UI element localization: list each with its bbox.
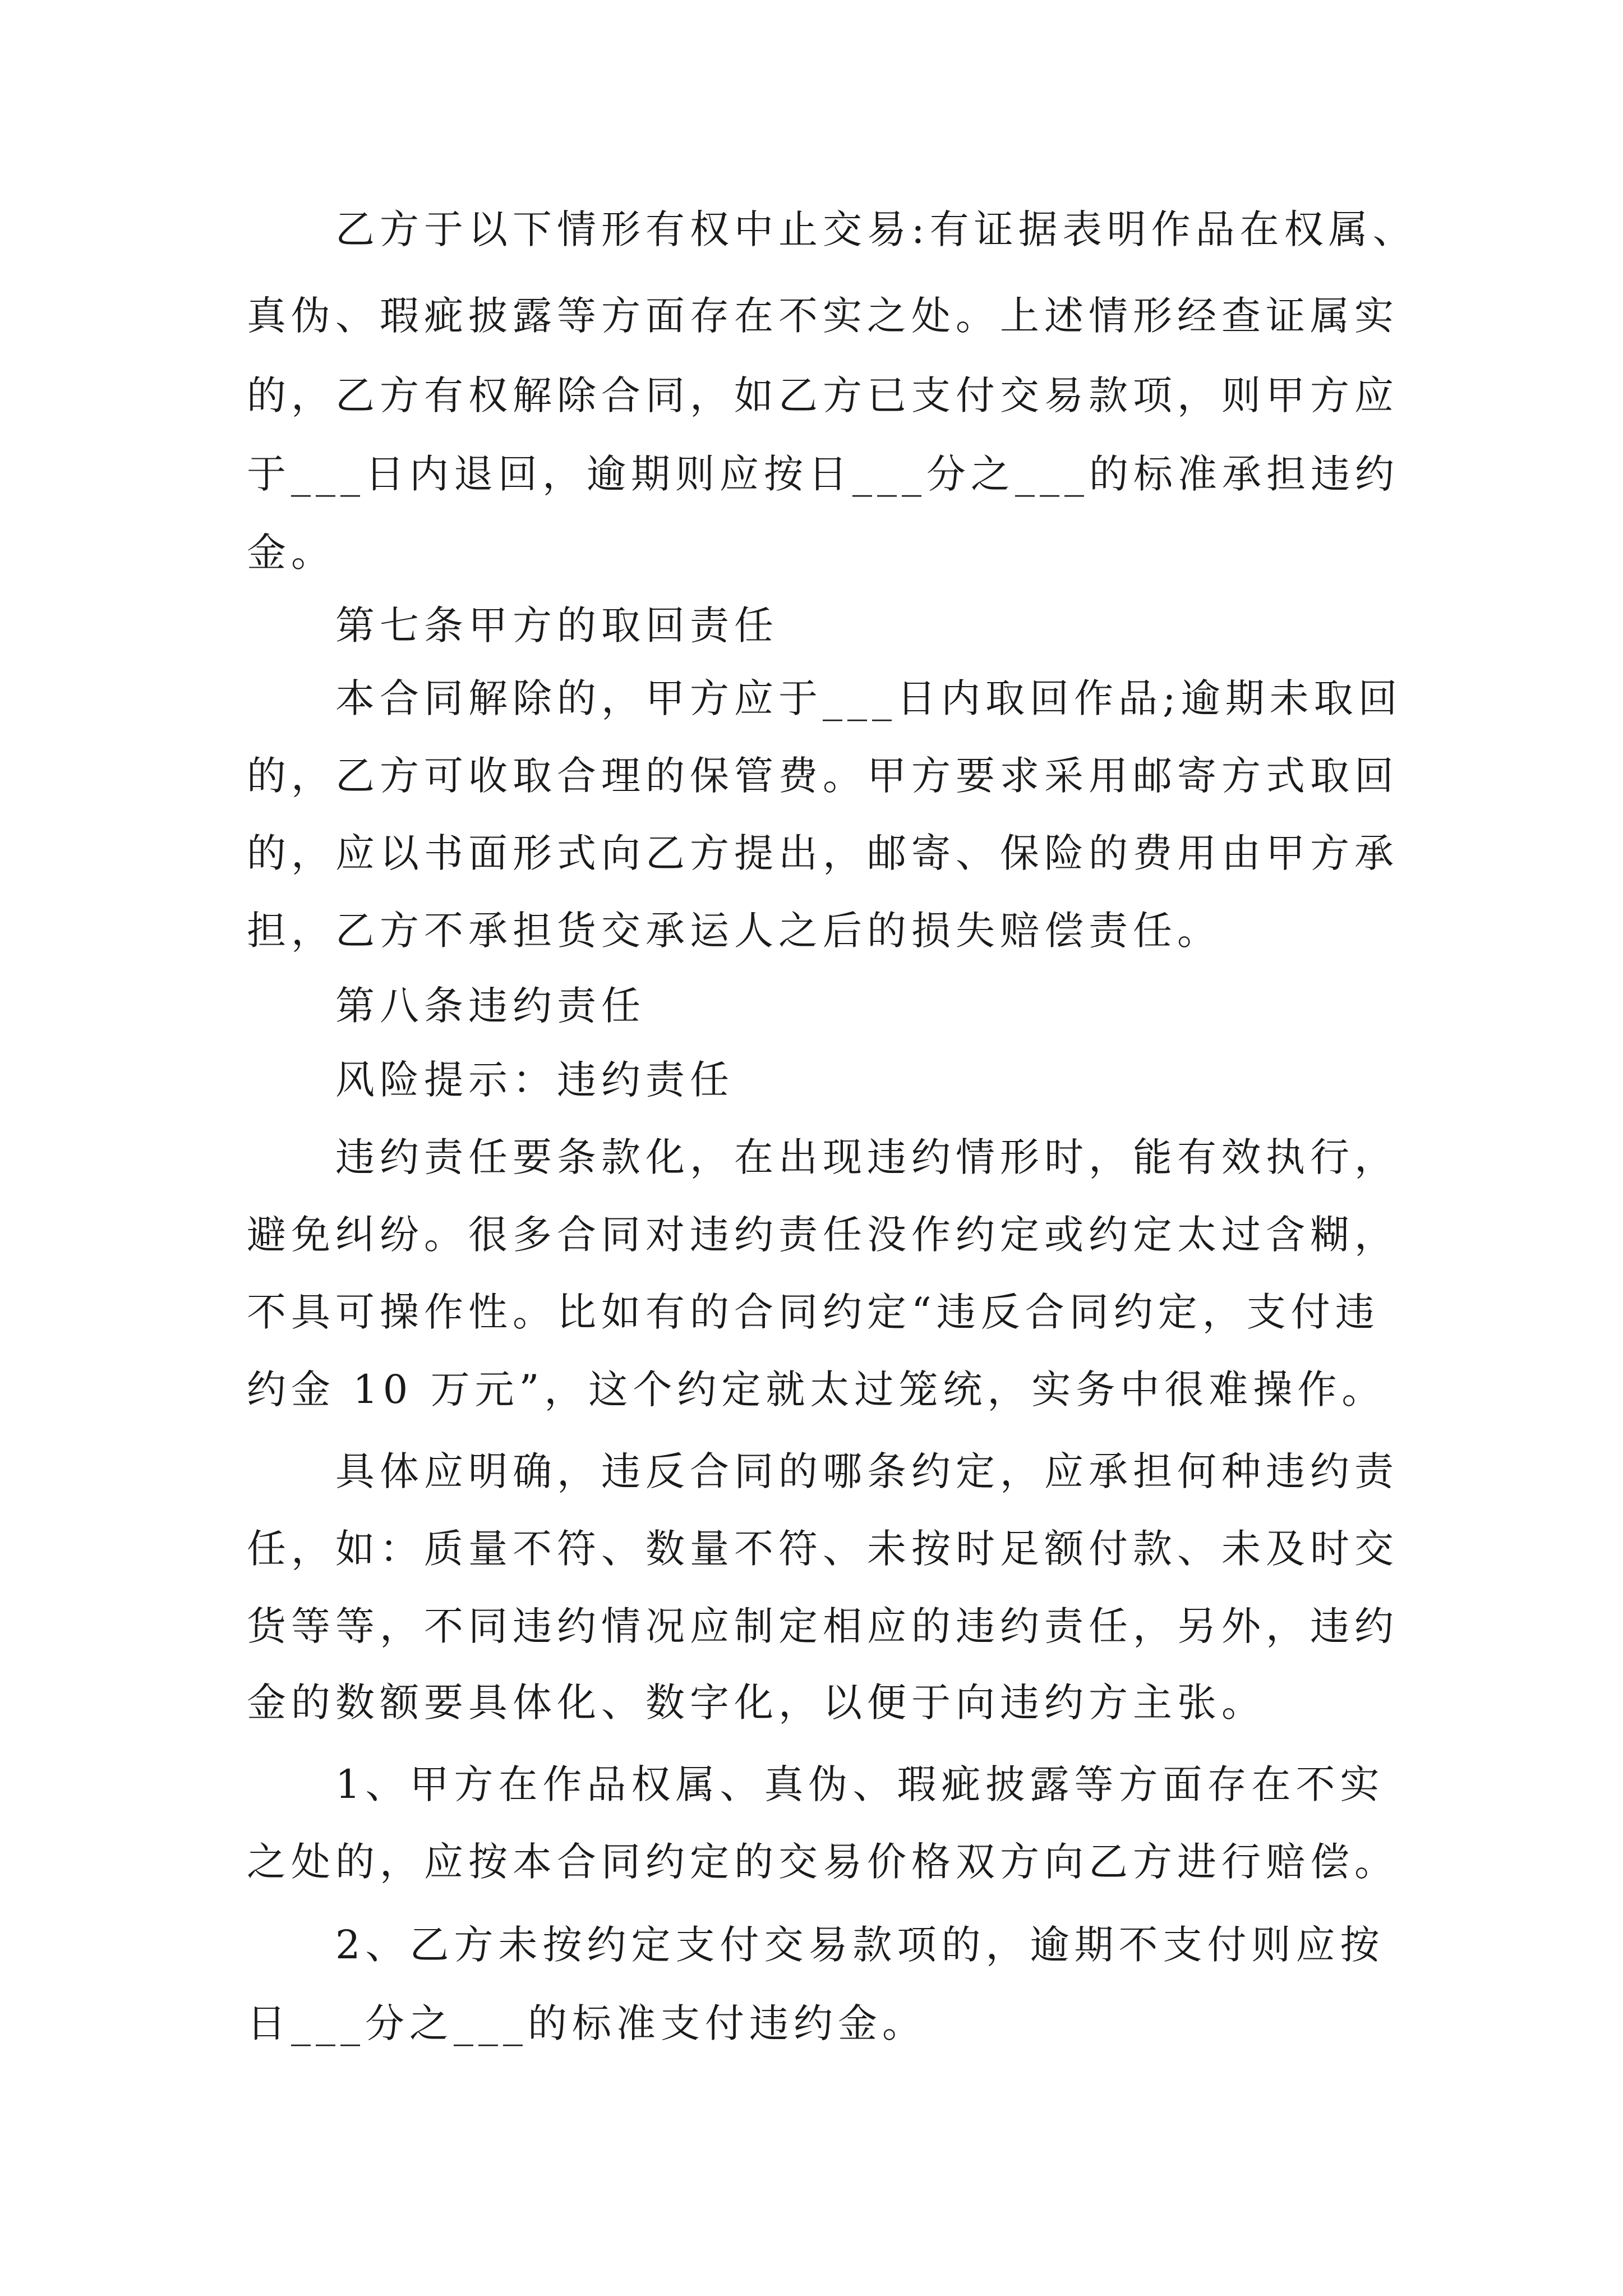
paragraph-line: 的，应以书面形式向乙方提出，邮寄、保险的费用由甲方承 bbox=[247, 830, 1399, 876]
paragraph-line: 的，乙方有权解除合同，如乙方已支付交易款项，则甲方应 bbox=[247, 372, 1399, 418]
paragraph-line: 担，乙方不承担货交承运人之后的损失赔偿责任。 bbox=[247, 908, 1221, 954]
paragraph-line: 于___日内退回，逾期则应按日___分之___的标准承担违约 bbox=[247, 451, 1399, 497]
section-heading: 第七条甲方的取回责任 bbox=[335, 602, 778, 648]
paragraph-line: 乙方于以下情形有权中止交易:有证据表明作品在权属、 bbox=[335, 206, 1417, 252]
paragraph-line: 违约责任要条款化，在出现违约情形时，能有效执行， bbox=[335, 1134, 1399, 1180]
paragraph-line: 避免纠纷。很多合同对违约责任没作约定或约定太过含糊， bbox=[247, 1212, 1399, 1258]
paragraph-line: 不具可操作性。比如有的合同约定“违反合同约定，支付违 bbox=[247, 1289, 1380, 1335]
paragraph-line: 本合同解除的，甲方应于___日内取回作品;逾期未取回 bbox=[335, 675, 1403, 721]
clause-line: 日___分之___的标准支付违约金。 bbox=[247, 2000, 926, 2046]
paragraph-line: 的，乙方可收取合理的保管费。甲方要求采用邮寄方式取回 bbox=[247, 753, 1399, 799]
risk-tip-heading: 风险提示：违约责任 bbox=[335, 1057, 734, 1103]
paragraph-line: 真伪、瑕疵披露等方面存在不实之处。上述情形经查证属实 bbox=[247, 293, 1399, 339]
clause-line: 1、甲方在作品权属、真伪、瑕疵披露等方面存在不实 bbox=[335, 1761, 1385, 1807]
clause-line: 之处的，应按本合同约定的交易价格双方向乙方进行赔偿。 bbox=[247, 1839, 1399, 1885]
clause-line: 2、乙方未按约定支付交易款项的，逾期不支付则应按 bbox=[335, 1922, 1385, 1968]
paragraph-line: 货等等，不同违约情况应制定相应的违约责任，另外，违约 bbox=[247, 1603, 1399, 1649]
paragraph-line: 约金 10 万元”，这个约定就太过笼统，实务中很难操作。 bbox=[247, 1366, 1386, 1412]
paragraph-line: 任，如：质量不符、数量不符、未按时足额付款、未及时交 bbox=[247, 1526, 1399, 1572]
paragraph-line: 具体应明确，违反合同的哪条约定，应承担何种违约责 bbox=[335, 1448, 1399, 1494]
paragraph-line: 金的数额要具体化、数字化，以便于向违约方主张。 bbox=[247, 1680, 1266, 1726]
section-heading: 第八条违约责任 bbox=[335, 983, 645, 1029]
paragraph-line: 金。 bbox=[247, 530, 335, 576]
